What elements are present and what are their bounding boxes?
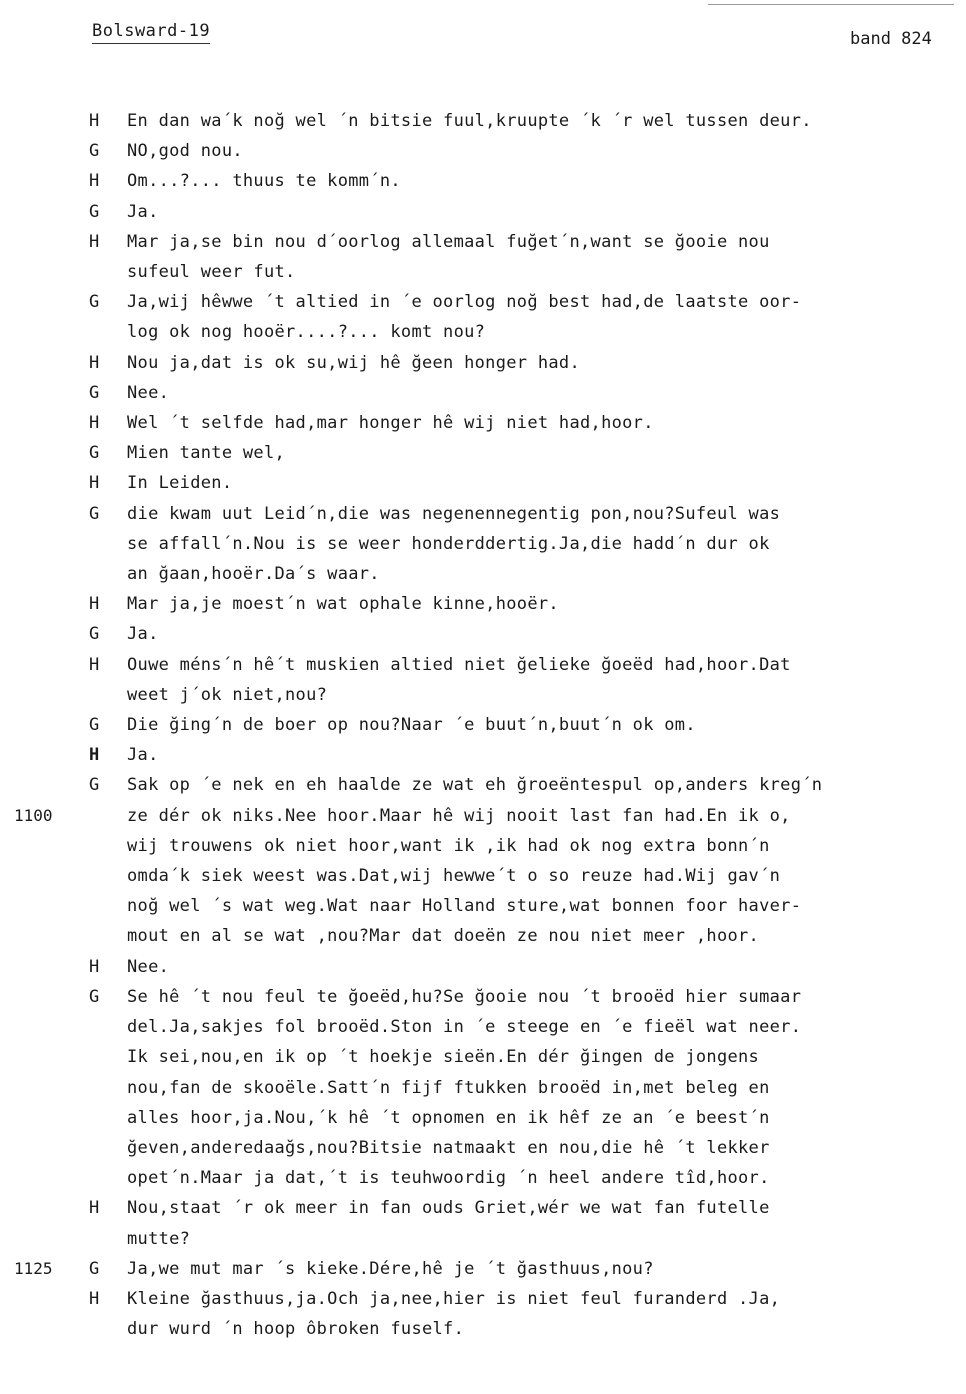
transcript-entry	[0, 136, 966, 166]
speaker-label: G	[89, 201, 100, 222]
transcript-entry	[0, 197, 966, 227]
speaker-label: G	[89, 503, 100, 524]
transcript-entry	[0, 619, 966, 649]
speaker-label: H	[89, 956, 100, 977]
speaker-label: G	[89, 443, 100, 464]
transcript-entry	[0, 106, 966, 136]
utterance	[127, 408, 947, 438]
speaker-label: H	[89, 111, 100, 131]
utterance	[127, 106, 947, 136]
speaker-label: H	[89, 654, 100, 675]
utterance	[127, 710, 947, 740]
utterance-line: log ok nog hooër....?... komt nou?	[127, 322, 486, 343]
transcript-entry	[0, 650, 966, 710]
speaker-label: H	[89, 473, 100, 494]
utterance-line: die kwam uut Leid´n,die was negenennegentig pon,nou?Sufeul was	[127, 503, 781, 524]
transcript-entry	[0, 378, 966, 408]
transcript-entry	[0, 1193, 966, 1253]
speaker-label: G	[89, 775, 100, 796]
transcript-entry	[0, 166, 966, 196]
utterance	[127, 1193, 947, 1253]
utterance-line: sufeul weer fut.	[127, 262, 296, 283]
utterance-line: dur wurd ´n hoop ôbroken fuself.	[127, 1319, 465, 1340]
margin-line-number: 1125	[14, 1258, 53, 1278]
utterance	[127, 197, 947, 227]
utterance-line: Sak op ´e nek en eh haalde ze wat eh ğroeëntespul op,anders kreg´n	[127, 775, 823, 796]
document-identifier: Bolsward-19	[92, 20, 210, 44]
transcript-entry	[0, 982, 966, 1193]
utterance	[127, 287, 947, 347]
speaker-label: G	[89, 715, 100, 736]
utterance-line: Ja.	[127, 201, 159, 222]
utterance-line: omda´k siek weest was.Dat,wij hewwe´t o so reuze had.Wij gav´n	[127, 866, 781, 887]
utterance-line: Mar ja,se bin nou d´oorlog allemaal fuğet´n,want se ğooie nou	[127, 231, 770, 252]
speaker-label: G	[89, 292, 100, 313]
utterance-line: Ouwe méns´n hê´t muskien altied niet ğelieke ğoeëd had,hoor.Dat	[127, 654, 791, 675]
utterance	[127, 468, 947, 498]
utterance-line: Nee.	[127, 382, 170, 403]
utterance-line: Nou ja,dat is ok su,wij hê ğeen honger had.	[127, 352, 580, 373]
utterance-line: Ja,we mut mar ´s kieke.Dére,hê je ´t ğasthuus,nou?	[127, 1258, 654, 1279]
speaker-label: G	[89, 624, 100, 645]
utterance-line: an ğaan,hooër.Da´s waar.	[127, 564, 380, 585]
top-edge-rule	[708, 4, 954, 5]
utterance	[127, 1254, 947, 1284]
utterance-line: ğeven,anderedaağs,nou?Bitsie natmaakt en nou,die hê ´t lekker	[127, 1137, 770, 1158]
utterance-line: alles hoor,ja.Nou,´k hê ´t opnomen en ik hêf ze an ´e beest´n	[127, 1107, 770, 1128]
utterance-line: Mar ja,je moest´n wat ophale kinne,hooër.	[127, 594, 559, 615]
transcript-entry	[0, 710, 966, 740]
utterance-line: Om...?... thuus te komm´n.	[127, 171, 401, 192]
transcript-entry	[0, 770, 966, 800]
utterance	[127, 136, 947, 166]
utterance	[127, 770, 947, 800]
speaker-label: H	[89, 231, 100, 252]
transcript-entry	[0, 740, 966, 770]
transcript-entry	[0, 1284, 966, 1344]
utterance-line: Ja.	[127, 624, 159, 645]
utterance	[127, 589, 947, 619]
utterance-line: se affall´n.Nou is se weer honderddertig.Ja,die hadd´n dur ok	[127, 533, 770, 554]
transcript-entry	[0, 408, 966, 438]
speaker-label: H	[89, 413, 100, 434]
speaker-label: G	[89, 986, 100, 1007]
speaker-label: G	[89, 382, 100, 403]
margin-line-number: 1100	[14, 805, 53, 825]
utterance	[127, 801, 947, 952]
utterance-line: Ik sei,nou,en ik op ´t hoekje sieën.En dér ğingen de jongens	[127, 1047, 760, 1068]
utterance-line: Nou,staat ´r ok meer in fan ouds Griet,wér we wat fan futelle	[127, 1198, 770, 1219]
speaker-label: H	[89, 745, 100, 766]
utterance-line: Wel ´t selfde had,mar honger hê wij niet had,hoor.	[127, 413, 654, 434]
utterance-line: opet´n.Maar ja dat,´t is teuhwoordig ´n heel andere tîd,hoor.	[127, 1168, 770, 1189]
utterance-line: In Leiden.	[127, 473, 233, 494]
utterance	[127, 740, 947, 770]
transcript-body	[0, 106, 966, 1344]
speaker-label: G	[89, 1258, 100, 1279]
transcript-entry	[0, 499, 966, 590]
utterance-line: Kleine ğasthuus,ja.Och ja,nee,hier is niet feul furanderd .Ja,	[127, 1288, 781, 1309]
utterance-line: ze dér ok niks.Nee hoor.Maar hê wij nooit last fan had.En ik o,	[127, 805, 791, 826]
transcript-entry	[0, 952, 966, 982]
transcript-entry	[0, 348, 966, 378]
utterance-line: del.Ja,sakjes fol brooëd.Ston in ´e steege en ´e fieël wat neer.	[127, 1017, 802, 1038]
utterance-line: mout en al se wat ,nou?Mar dat doeën ze nou niet meer ,hoor.	[127, 926, 760, 947]
transcript-entry	[0, 1254, 966, 1284]
utterance	[127, 952, 947, 982]
utterance	[127, 166, 947, 196]
utterance-line: mutte?	[127, 1228, 191, 1249]
utterance-line: Ja.	[127, 745, 159, 766]
utterance	[127, 982, 947, 1193]
transcript-entry	[0, 287, 966, 347]
utterance	[127, 438, 947, 468]
transcript-entry	[0, 468, 966, 498]
utterance-line: Die ğing´n de boer op nou?Naar ´e buut´n,buut´n ok om.	[127, 715, 696, 736]
speaker-label: H	[89, 1198, 100, 1219]
transcript-entry	[0, 227, 966, 287]
utterance-line: En dan wa´k noğ wel ´n bitsie fuul,kruupte ´k ´r wel tussen deur.	[127, 111, 812, 131]
utterance	[127, 499, 947, 590]
speaker-label: H	[89, 1288, 100, 1309]
band-number: band 824	[850, 29, 932, 49]
utterance-line: weet j´ok niet,nou?	[127, 684, 328, 705]
transcript-entry	[0, 801, 966, 952]
speaker-label: H	[89, 171, 100, 192]
utterance-line: wij trouwens ok niet hoor,want ik ,ik had ok nog extra bonn´n	[127, 835, 770, 856]
utterance	[127, 1284, 947, 1344]
transcript-entry	[0, 589, 966, 619]
utterance-line: nou,fan de skooële.Satt´n fijf ftukken brooëd in,met beleg en	[127, 1077, 770, 1098]
utterance	[127, 227, 947, 287]
speaker-label: G	[89, 141, 100, 162]
utterance-line: Ja,wij hêwwe ´t altied in ´e oorlog noğ best had,de laatste oor-	[127, 292, 802, 313]
transcript-entry	[0, 438, 966, 468]
utterance-line: Nee.	[127, 956, 170, 977]
utterance-line: NO,god nou.	[127, 141, 243, 162]
utterance	[127, 619, 947, 649]
speaker-label: H	[89, 594, 100, 615]
utterance-line: Se hê ´t nou feul te ğoeëd,hu?Se ğooie nou ´t brooëd hier sumaar	[127, 986, 802, 1007]
speaker-label: H	[89, 352, 100, 373]
utterance	[127, 650, 947, 710]
utterance-line: noğ wel ´s wat weg.Wat naar Holland sture,wat bonnen foor haver-	[127, 896, 802, 917]
utterance-line: Mien tante wel,	[127, 443, 286, 464]
utterance	[127, 378, 947, 408]
utterance	[127, 348, 947, 378]
